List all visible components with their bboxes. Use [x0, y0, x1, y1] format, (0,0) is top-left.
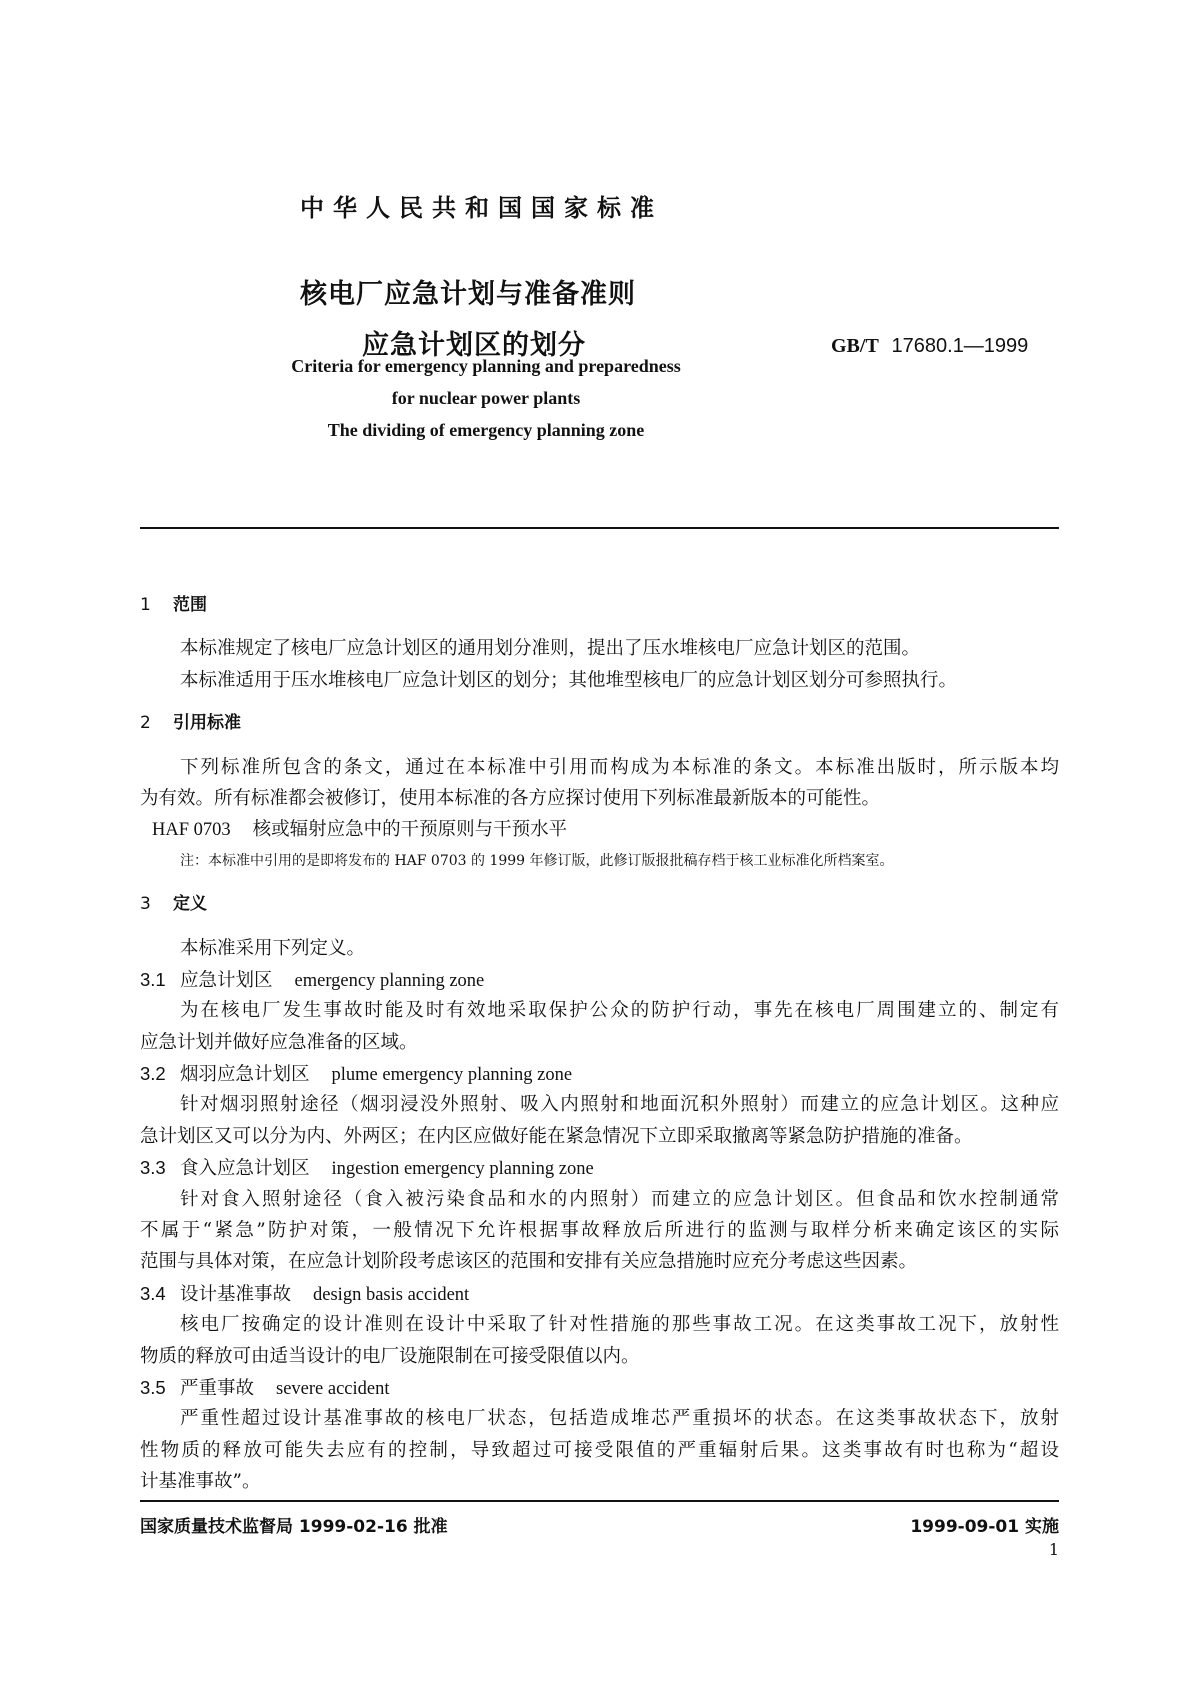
paragraph [140, 1403, 1059, 1497]
paragraph [140, 752, 1059, 815]
paragraph-line: 不属于“紧急”防护对策，一般情况下允许根据事故释放后所进行的监测与取样分析来确定该区的实际 [140, 1220, 1059, 1242]
paragraph-line: 本标准采用下列定义。 [180, 937, 366, 959]
section-number: 1 [140, 595, 151, 615]
term-definition-heading [140, 1058, 1059, 1089]
chinese-title-line-1: 核电厂应急计划与准备准则 [300, 279, 636, 310]
standard-prefix: GB/T [831, 335, 879, 357]
paragraph [140, 633, 1059, 664]
section-title: 范围 [173, 595, 207, 615]
term-definition-heading [140, 1372, 1059, 1403]
term-english: emergency planning zone [294, 970, 485, 991]
term-definition-heading [140, 1152, 1059, 1183]
term-number: 3.1 [140, 968, 166, 990]
term-number: 3.2 [140, 1063, 166, 1085]
term-english: design basis accident [313, 1284, 470, 1305]
paragraph-line: 为有效。所有标准都会被修订，使用本标准的各方应探讨使用下列标准最新版本的可能性。 [140, 787, 881, 809]
section-heading [140, 590, 1059, 621]
paragraph-line: 下列标准所包含的条文，通过在本标准中引用而构成为本标准的条文。本标准出版时，所示版本均 [180, 756, 1059, 778]
paragraph-line: 急计划区又可以分为内、外两区；在内区应做好能在紧急情况下立即采取撤离等紧急防护措施的准备。 [140, 1125, 973, 1147]
term-english: ingestion emergency planning zone [331, 1159, 594, 1180]
reference-title: 核或辐射应急中的干预原则与干预水平 [252, 819, 568, 841]
term-number: 3.5 [140, 1376, 166, 1398]
paragraph-line: 计基准事故”。 [140, 1471, 261, 1493]
document-body [140, 578, 1059, 1498]
section-title: 定义 [173, 894, 207, 915]
term-definition-heading [140, 1278, 1059, 1309]
standard-code: 17680.1—1999 [891, 335, 1029, 357]
term-chinese: 烟羽应急计划区 [180, 1064, 310, 1086]
section-heading [140, 889, 1059, 920]
section-number: 3 [140, 894, 151, 915]
page-number: 1 [1048, 1540, 1059, 1559]
term-chinese: 设计基准事故 [180, 1283, 292, 1305]
paragraph [140, 1089, 1059, 1152]
national-standard-heading: 中华人民共和国国家标准 [300, 194, 663, 222]
section-number: 2 [140, 713, 151, 734]
term-number: 3.4 [140, 1282, 166, 1304]
paragraph-line: 本标准规定了核电厂应急计划区的通用划分准则，提出了压水堆核电厂应急计划区的范围。 [180, 638, 921, 660]
chinese-title-line-2: 应急计划区的划分 [362, 330, 586, 361]
english-title-line-1: Criteria for emergency planning and preparedness [291, 356, 681, 376]
header-divider [140, 527, 1059, 529]
paragraph-line: 性物质的释放可能失去应有的控制，导致超过可接受限值的严重辐射后果。这类事故有时也称为“超设 [140, 1439, 1059, 1461]
paragraph-line: 严重性超过设计基准事故的核电厂状态，包括造成堆芯严重损坏的状态。在这类事故状态下，放射 [180, 1408, 1059, 1430]
term-chinese: 食入应急计划区 [180, 1158, 310, 1180]
effective-date: 1999-09-01 实施 [910, 1517, 1059, 1537]
paragraph-line: 针对食入照射途径（食入被污染食品和水的内照射）而建立的应急计划区。但食品和饮水控制通常 [180, 1188, 1059, 1210]
term-definition-heading [140, 964, 1059, 995]
standard-number [831, 333, 1028, 358]
term-number: 3.3 [140, 1157, 166, 1179]
paragraph [140, 1184, 1059, 1278]
paragraph [140, 1309, 1059, 1372]
paragraph-line: 核电厂按确定的设计准则在设计中采取了针对性措施的那些事故工况。在这类事故工况下，放射性 [180, 1314, 1059, 1336]
paragraph-line: 本标准适用于压水堆核电厂应急计划区的划分；其他堆型核电厂的应急计划区划分可参照执行。 [180, 669, 958, 691]
term-english: severe accident [276, 1378, 390, 1399]
term-english: plume emergency planning zone [331, 1065, 573, 1086]
term-chinese: 应急计划区 [180, 969, 273, 991]
section-title: 引用标准 [173, 713, 241, 734]
paragraph [140, 665, 1059, 696]
paragraph-line: 物质的释放可由适当设计的电厂设施限制在可接受限值以内。 [140, 1345, 640, 1367]
paragraph-line: 应急计划并做好应急准备的区域。 [140, 1031, 418, 1053]
section-heading [140, 708, 1059, 739]
paragraph [140, 995, 1059, 1058]
term-chinese: 严重事故 [180, 1377, 255, 1399]
referenced-standard [140, 814, 1059, 845]
paragraph-line: 为在核电厂发生事故时能及时有效地采取保护公众的防护行动，事先在核电厂周围建立的、制定有 [180, 1000, 1059, 1022]
approval-line: 国家质量技术监督局 1999-02-16 批准 [140, 1517, 448, 1537]
english-title-line-3: The dividing of emergency planning zone [327, 420, 645, 440]
english-title-line-2: for nuclear power plants [391, 388, 581, 408]
footer-divider [140, 1500, 1059, 1502]
reference-code: HAF 0703 [152, 820, 231, 841]
paragraph [140, 933, 1059, 964]
paragraph-line: 针对烟羽照射途径（烟羽浸没外照射、吸入内照射和地面沉积外照射）而建立的应急计划区。这种应 [180, 1094, 1059, 1116]
note: 注：本标准中引用的是即将发布的 HAF 0703 的 1999 年修订版，此修订版报批稿存档于核工业标准化所档案室。 [180, 852, 894, 869]
paragraph-line: 范围与具体对策，在应急计划阶段考虑该区的范围和安排有关应急措施时应充分考虑这些因素。 [140, 1251, 918, 1273]
